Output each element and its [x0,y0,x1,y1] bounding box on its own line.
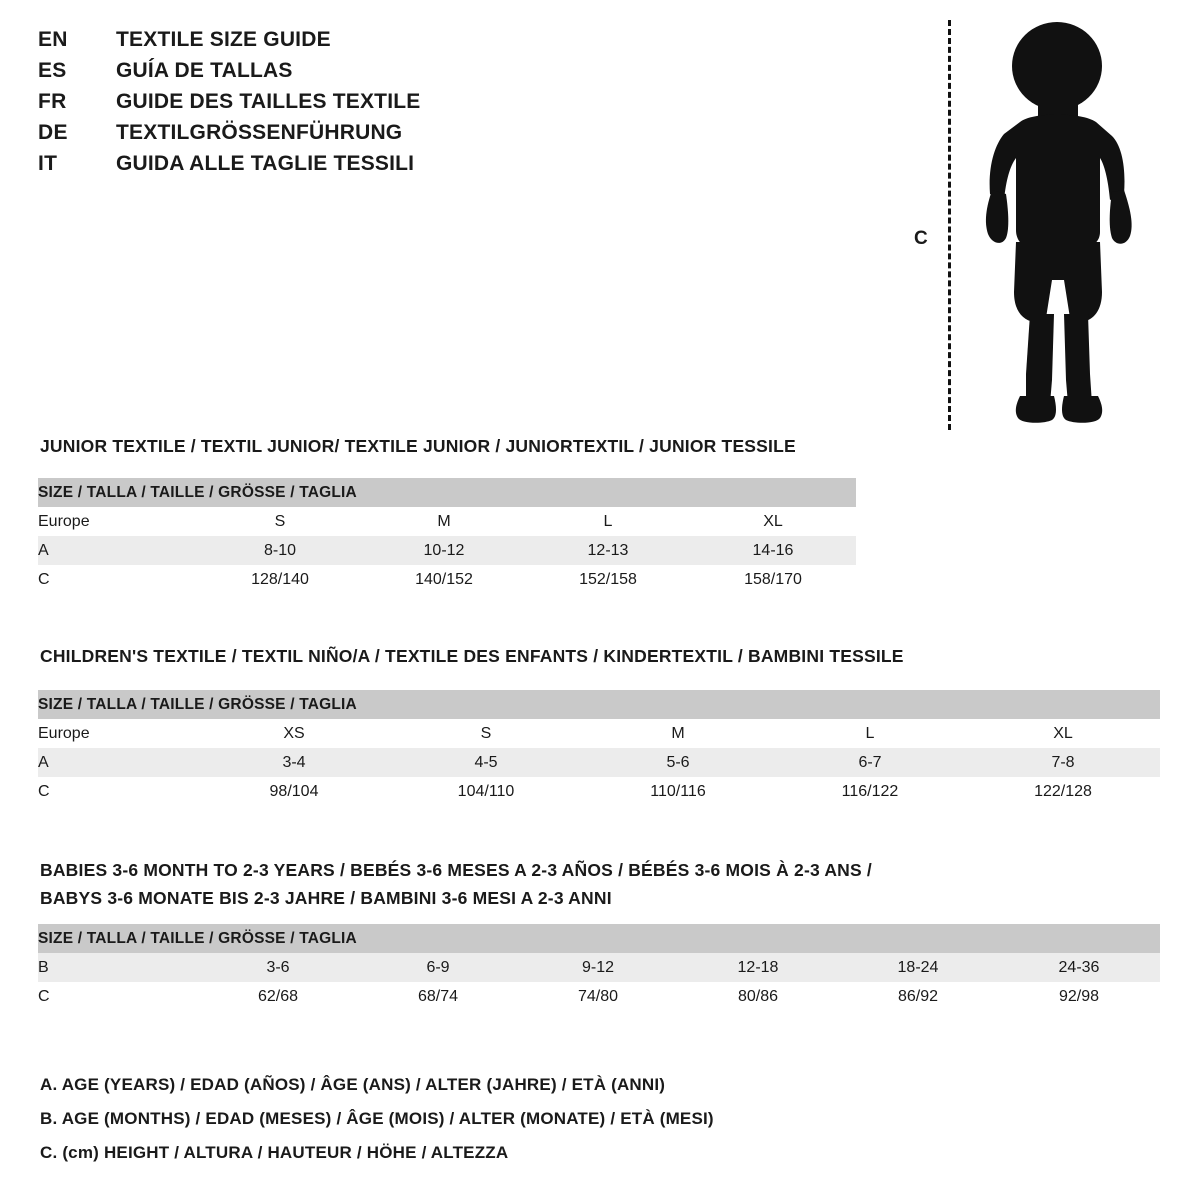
junior-row-key: C [38,565,198,594]
children-size-header: XL [966,719,1160,748]
babies-table-row-c [38,982,1160,1011]
babies-cell-value: 86/92 [838,982,998,1011]
junior-cell-value: 140/152 [362,565,526,594]
children-size-table [38,690,1160,806]
babies-cell-value: 68/74 [358,982,518,1011]
junior-size-header: M [362,507,526,536]
babies-row-key: B [38,953,198,982]
language-title: TEXTILGRÖSSENFÜHRUNG [116,121,403,144]
junior-cell-value: 128/140 [198,565,362,594]
children-cell-value: 116/122 [774,777,966,806]
footnote-item: A. AGE (YEARS) / EDAD (AÑOS) / ÂGE (ANS) / ALTER (JAHRE) / ETÀ (ANNI) [40,1075,666,1094]
junior-region-label: Europe [38,507,198,536]
height-measure-label: C [914,228,928,249]
language-code: FR [38,90,67,113]
child-silhouette-icon [960,18,1160,433]
children-size-header: L [774,719,966,748]
children-section-title: CHILDREN'S TEXTILE / TEXTIL NIÑO/A / TEXTILE DES ENFANTS / KINDERTEXTIL / BAMBINI TESSILE [40,646,904,666]
footnote-item: B. AGE (MONTHS) / EDAD (MESES) / ÂGE (MOIS) / ALTER (MONATE) / ETÀ (MESI) [40,1109,714,1128]
language-title-list [38,28,598,183]
babies-title-line-2: BABYS 3-6 MONATE BIS 2-3 JAHRE / BAMBINI 3-6 MESI A 2-3 ANNI [40,888,612,908]
children-table-header-row [38,719,1160,748]
children-cell-value: 4-5 [390,748,582,777]
language-title: GUÍA DE TALLAS [116,59,293,82]
children-row-key: C [38,777,198,806]
babies-cell-value: 80/86 [678,982,838,1011]
children-cell-value: 98/104 [198,777,390,806]
junior-size-header: S [198,507,362,536]
junior-cell-value: 12-13 [526,536,690,565]
babies-cell-value: 18-24 [838,953,998,982]
language-code: DE [38,121,68,144]
babies-table-band-row [38,924,1160,953]
children-table-band-label: SIZE / TALLA / TAILLE / GRÖSSE / TAGLIA [38,690,1160,719]
junior-row-key: A [38,536,198,565]
junior-cell-value: 158/170 [690,565,856,594]
language-row [38,152,598,183]
children-table-row-c [38,777,1160,806]
babies-cell-value: 92/98 [998,982,1160,1011]
babies-cell-value: 9-12 [518,953,678,982]
children-cell-value: 7-8 [966,748,1160,777]
babies-cell-value: 12-18 [678,953,838,982]
language-code: EN [38,28,68,51]
babies-table-row-b [38,953,1160,982]
junior-size-header: XL [690,507,856,536]
junior-table-header-row [38,507,856,536]
children-cell-value: 6-7 [774,748,966,777]
language-row [38,90,598,121]
junior-cell-value: 10-12 [362,536,526,565]
language-title: TEXTILE SIZE GUIDE [116,28,331,51]
children-table-band-row [38,690,1160,719]
junior-table-row-a [38,536,856,565]
footnote-list [40,1068,714,1170]
junior-cell-value: 14-16 [690,536,856,565]
babies-section-title [40,856,940,912]
children-cell-value: 104/110 [390,777,582,806]
children-size-header: S [390,719,582,748]
language-title: GUIDA ALLE TAGLIE TESSILI [116,152,415,175]
children-row-key: A [38,748,198,777]
babies-table-band-label: SIZE / TALLA / TAILLE / GRÖSSE / TAGLIA [38,924,1160,953]
babies-title-line-1: BABIES 3-6 MONTH TO 2-3 YEARS / BEBÉS 3-6 MESES A 2-3 AÑOS / BÉBÉS 3-6 MOIS À 2-3 ANS / [40,860,872,880]
children-region-label: Europe [38,719,198,748]
language-row [38,121,598,152]
junior-table-band-row [38,478,856,507]
footnote-item: C. (cm) HEIGHT / ALTURA / HAUTEUR / HÖHE / ALTEZZA [40,1143,509,1162]
junior-size-header: L [526,507,690,536]
babies-cell-value: 6-9 [358,953,518,982]
babies-row-key: C [38,982,198,1011]
language-code: ES [38,59,67,82]
babies-size-table [38,924,1160,1011]
children-cell-value: 122/128 [966,777,1160,806]
babies-cell-value: 62/68 [198,982,358,1011]
language-row [38,59,598,90]
children-size-header: M [582,719,774,748]
junior-table-row-c [38,565,856,594]
children-table-row-a [38,748,1160,777]
language-row [38,28,598,59]
babies-cell-value: 24-36 [998,953,1160,982]
junior-cell-value: 8-10 [198,536,362,565]
language-title: GUIDE DES TAILLES TEXTILE [116,90,421,113]
junior-cell-value: 152/158 [526,565,690,594]
babies-cell-value: 3-6 [198,953,358,982]
babies-cell-value: 74/80 [518,982,678,1011]
language-code: IT [38,152,58,175]
junior-section-title: JUNIOR TEXTILE / TEXTIL JUNIOR/ TEXTILE JUNIOR / JUNIORTEXTIL / JUNIOR TESSILE [40,436,796,456]
junior-table-band-label: SIZE / TALLA / TAILLE / GRÖSSE / TAGLIA [38,478,856,507]
children-cell-value: 5-6 [582,748,774,777]
children-size-header: XS [198,719,390,748]
children-cell-value: 110/116 [582,777,774,806]
junior-size-table [38,478,856,594]
children-cell-value: 3-4 [198,748,390,777]
measure-dashed-line [948,20,951,430]
height-measure-figure [900,10,1170,430]
